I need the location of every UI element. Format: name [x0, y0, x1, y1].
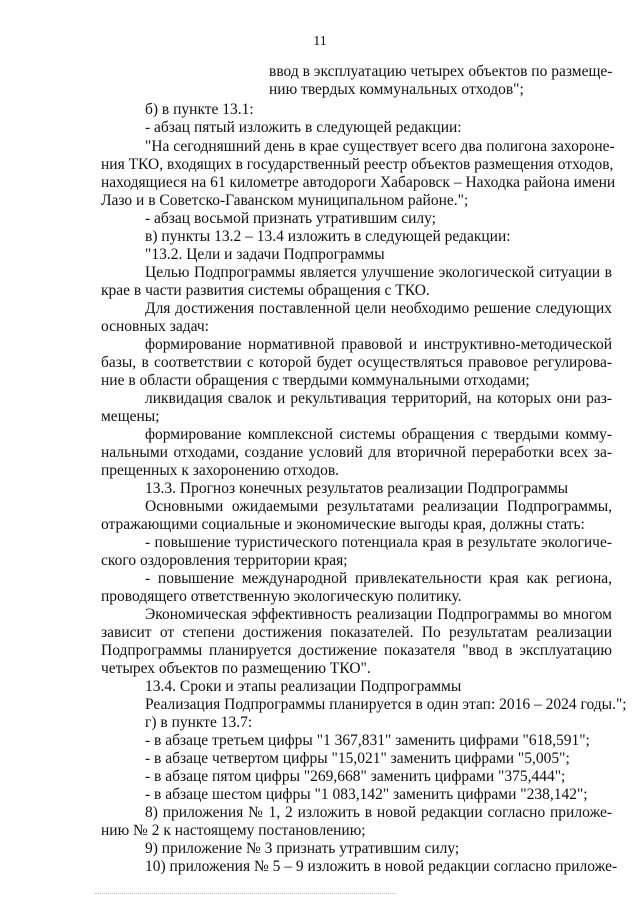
text-line: находящиеся на 61 километре автодороги Хабаровск – Находка района имени	[101, 174, 616, 191]
text-line: основных задач:	[101, 318, 209, 335]
text-line: 13.4. Сроки и этапы реализации Подпрограммы	[145, 678, 462, 695]
text-line: формирование комплексной системы обращения с твердыми комму-	[145, 426, 612, 443]
text-line: Экономическая эффективность реализации Подпрограммы во многом	[145, 606, 612, 623]
text-line: Подпрограммы планируется достижение показателя "ввод в эксплуатацию	[101, 642, 612, 659]
page-number: 11	[313, 34, 327, 49]
text-line: ния ТКО, входящих в государственный реестр объектов размещения отходов,	[101, 156, 614, 173]
text-line: г) в пункте 13.7:	[145, 714, 253, 731]
text-line: - в абзаце третьем цифры "1 367,831" заменить цифрами "618,591";	[145, 732, 590, 749]
text-line: базы, в соответствии с которой будет осуществляться правовое регулирова-	[101, 354, 612, 371]
text-line: ние в области обращения с твердыми коммунальными отходами;	[101, 372, 530, 389]
text-line: зависит от степени достижения показателей. По результатам реализации	[101, 624, 612, 641]
text-line: "13.2. Цели и задачи Подпрограммы	[145, 246, 385, 263]
text-line: 13.3. Прогноз конечных результатов реализации Подпрограммы	[145, 480, 569, 497]
text-line: 8) приложения № 1, 2 изложить в новой редакции согласно приложе-	[145, 804, 612, 821]
text-line: ввод в эксплуатацию четырех объектов по размеще-	[269, 63, 613, 80]
text-line: в) пункты 13.2 – 13.4 изложить в следующей редакции:	[145, 228, 511, 245]
text-line: нию № 2 к настоящему постановлению;	[101, 822, 366, 839]
text-line: - в абзаце пятом цифры "269,668" заменить цифрами "375,444";	[145, 768, 566, 785]
text-line: нию твердых коммунальных отходов";	[269, 81, 524, 98]
text-line: Реализация Подпрограммы планируется в один этап: 2016 – 2024 годы.";	[145, 696, 627, 713]
text-line: - абзац восьмой признать утратившим силу;	[145, 210, 436, 227]
text-line: формирование нормативной правовой и инструктивно-методической	[145, 336, 612, 353]
text-line: крае в части развития системы обращения с ТКО.	[101, 282, 430, 299]
text-line: проводящего ответственную экологическую политику.	[101, 588, 462, 605]
scan-artifact	[95, 893, 395, 900]
text-line: "На сегодняшний день в крае существует всего два полигона захороне-	[145, 138, 615, 155]
text-line: отражающими социальные и экономические выгоды края, должны стать:	[101, 516, 585, 533]
text-line: - повышение туристического потенциала края в результате экологиче-	[145, 534, 612, 551]
text-line: 9) приложение № 3 признать утратившим силу;	[145, 840, 460, 857]
text-line: прещенных к захоронению отходов.	[101, 462, 340, 479]
text-line: Целью Подпрограммы является улучшение экологической ситуации в	[145, 264, 612, 281]
text-line: - повышение международной привлекательности края как региона,	[145, 570, 612, 587]
text-line: б) в пункте 13.1:	[145, 101, 254, 118]
text-line: - в абзаце четвертом цифры "15,021" заменить цифрами "5,005";	[145, 750, 570, 767]
text-line: Лазо и в Советско-Гаванском муниципальном районе.";	[101, 192, 469, 209]
text-line: - в абзаце шестом цифры "1 083,142" заменить цифрами "238,142";	[145, 786, 588, 803]
text-line: ского оздоровления территории края;	[101, 552, 348, 569]
text-line: 10) приложения № 5 – 9 изложить в новой редакции согласно приложе-	[145, 858, 618, 875]
text-line: мещены;	[101, 408, 160, 425]
text-line: ликвидация свалок и рекультивация территорий, на которых они раз-	[145, 390, 612, 407]
text-line: - абзац пятый изложить в следующей редакции:	[145, 119, 462, 136]
text-line: нальными отходами, создание условий для вторичной переработки всех за-	[101, 444, 612, 461]
text-line: Основными ожидаемыми результатами реализации Подпрограммы,	[145, 498, 612, 515]
text-line: Для достижения поставленной цели необходимо решение следующих	[145, 300, 612, 317]
text-line: четырех объектов по размещению ТКО".	[101, 660, 371, 677]
